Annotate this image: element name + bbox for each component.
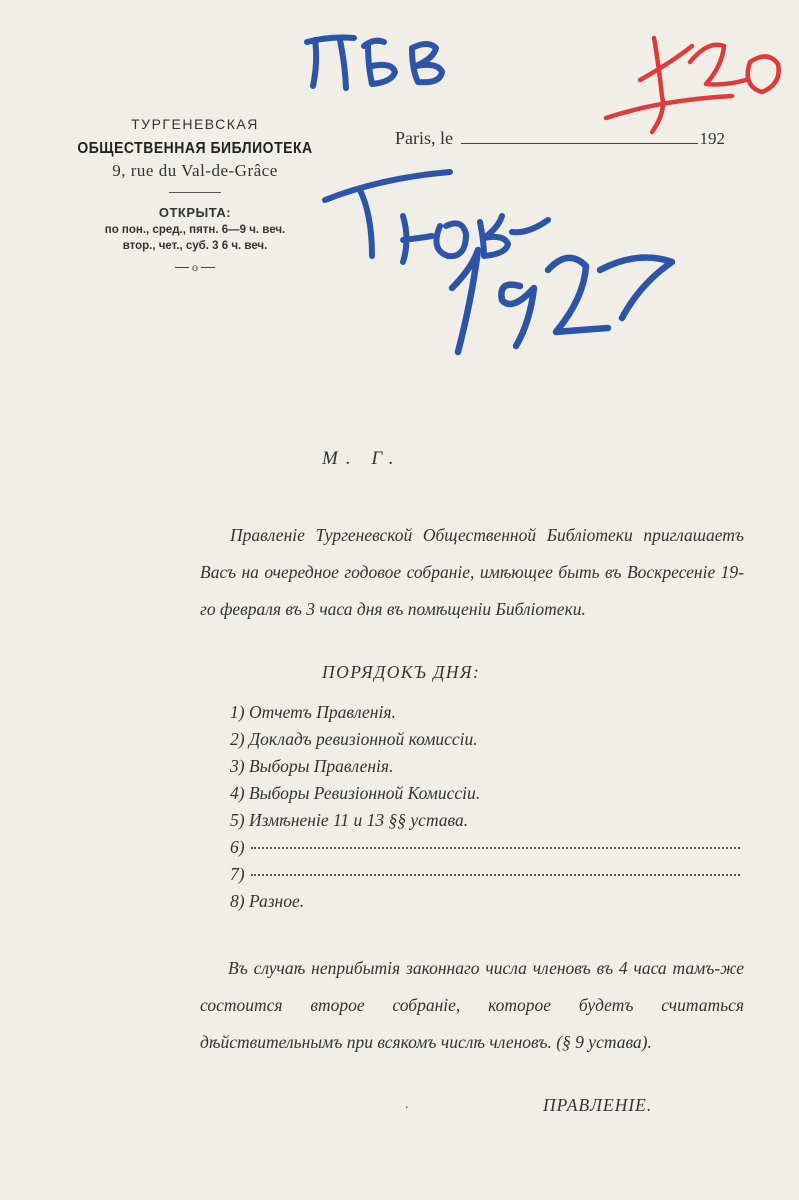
signature: ПРАВЛЕНІЕ. [543,1095,653,1115]
library-name-line2: ОБЩЕСТВЕННАЯ БИБЛИОТЕКА [77,137,313,157]
opening-title: ОТКРЫТА: [158,205,232,220]
date-blank-rule [461,143,698,144]
agenda-item-text: 7) [230,864,245,884]
library-name-line1: ТУРГЕНЕВСКАЯ [131,116,259,132]
letterhead [40,116,350,275]
opening-hours-1: по пон., сред., пятн. 6—9 ч. веч. [104,224,286,236]
agenda-item [230,780,740,807]
agenda-item-text: 6) [230,837,245,857]
agenda-item-text: 5) Измѣненіе 11 и 13 §§ устава. [230,810,469,830]
agenda-item [230,753,740,780]
agenda-item-text: 1) Отчетъ Правленія. [230,702,396,722]
agenda-item-text: 2) Докладъ ревизіонной комиссіи. [230,729,478,749]
agenda-item [230,834,740,861]
agenda-item-text: 3) Выборы Правленія. [230,756,394,776]
handwritten-year [452,250,672,352]
agenda-item-text: 4) Выборы Ревизіонной Комиссіи. [230,783,481,803]
library-address: 9, rue du Val-de-Grâce [112,161,278,180]
agenda-item [230,726,740,753]
agenda-item-text: 8) Разное. [230,891,305,911]
invitation-paragraph: Правленіе Тургеневской Общественной Библіотеки приглашаетъ Васъ на очередное годовое собраніе, имѣющее быть въ Воскресеніе 19-го февраля въ 3 часа дня въ помѣщеніи Библіотеки. [200,524,744,619]
agenda-blank-dots [251,874,740,876]
date-year-prefix: 192 [699,129,725,148]
agenda-item [230,861,740,888]
letterhead-divider [169,192,221,193]
agenda-item [230,888,740,915]
agenda-title: ПОРЯДОКЪ ДНЯ: [322,662,481,682]
handwritten-initials [307,38,442,89]
quorum-paragraph: Въ случаѣ неприбытія законнаго числа членовъ въ 4 часа тамъ-же состоится второе собраніе, которое будетъ считаться дѣйствительнымъ при всякомъ числѣ членовъ. (§ 9 устава). [200,957,744,1052]
stray-dot: . [405,1097,409,1112]
agenda-item [230,807,740,834]
letterhead-ornament: o [40,260,350,275]
agenda-blank-dots [251,847,740,849]
salutation: М. Г. [322,448,402,469]
handwritten-month [325,172,548,262]
date-line [395,128,725,149]
red-pencil-mark [606,38,779,132]
agenda-list [230,699,740,915]
agenda-item [230,699,740,726]
date-prefix: Paris, le [395,128,453,148]
opening-hours-2: втор., чет., суб. 3 6 ч. веч. [122,240,268,252]
